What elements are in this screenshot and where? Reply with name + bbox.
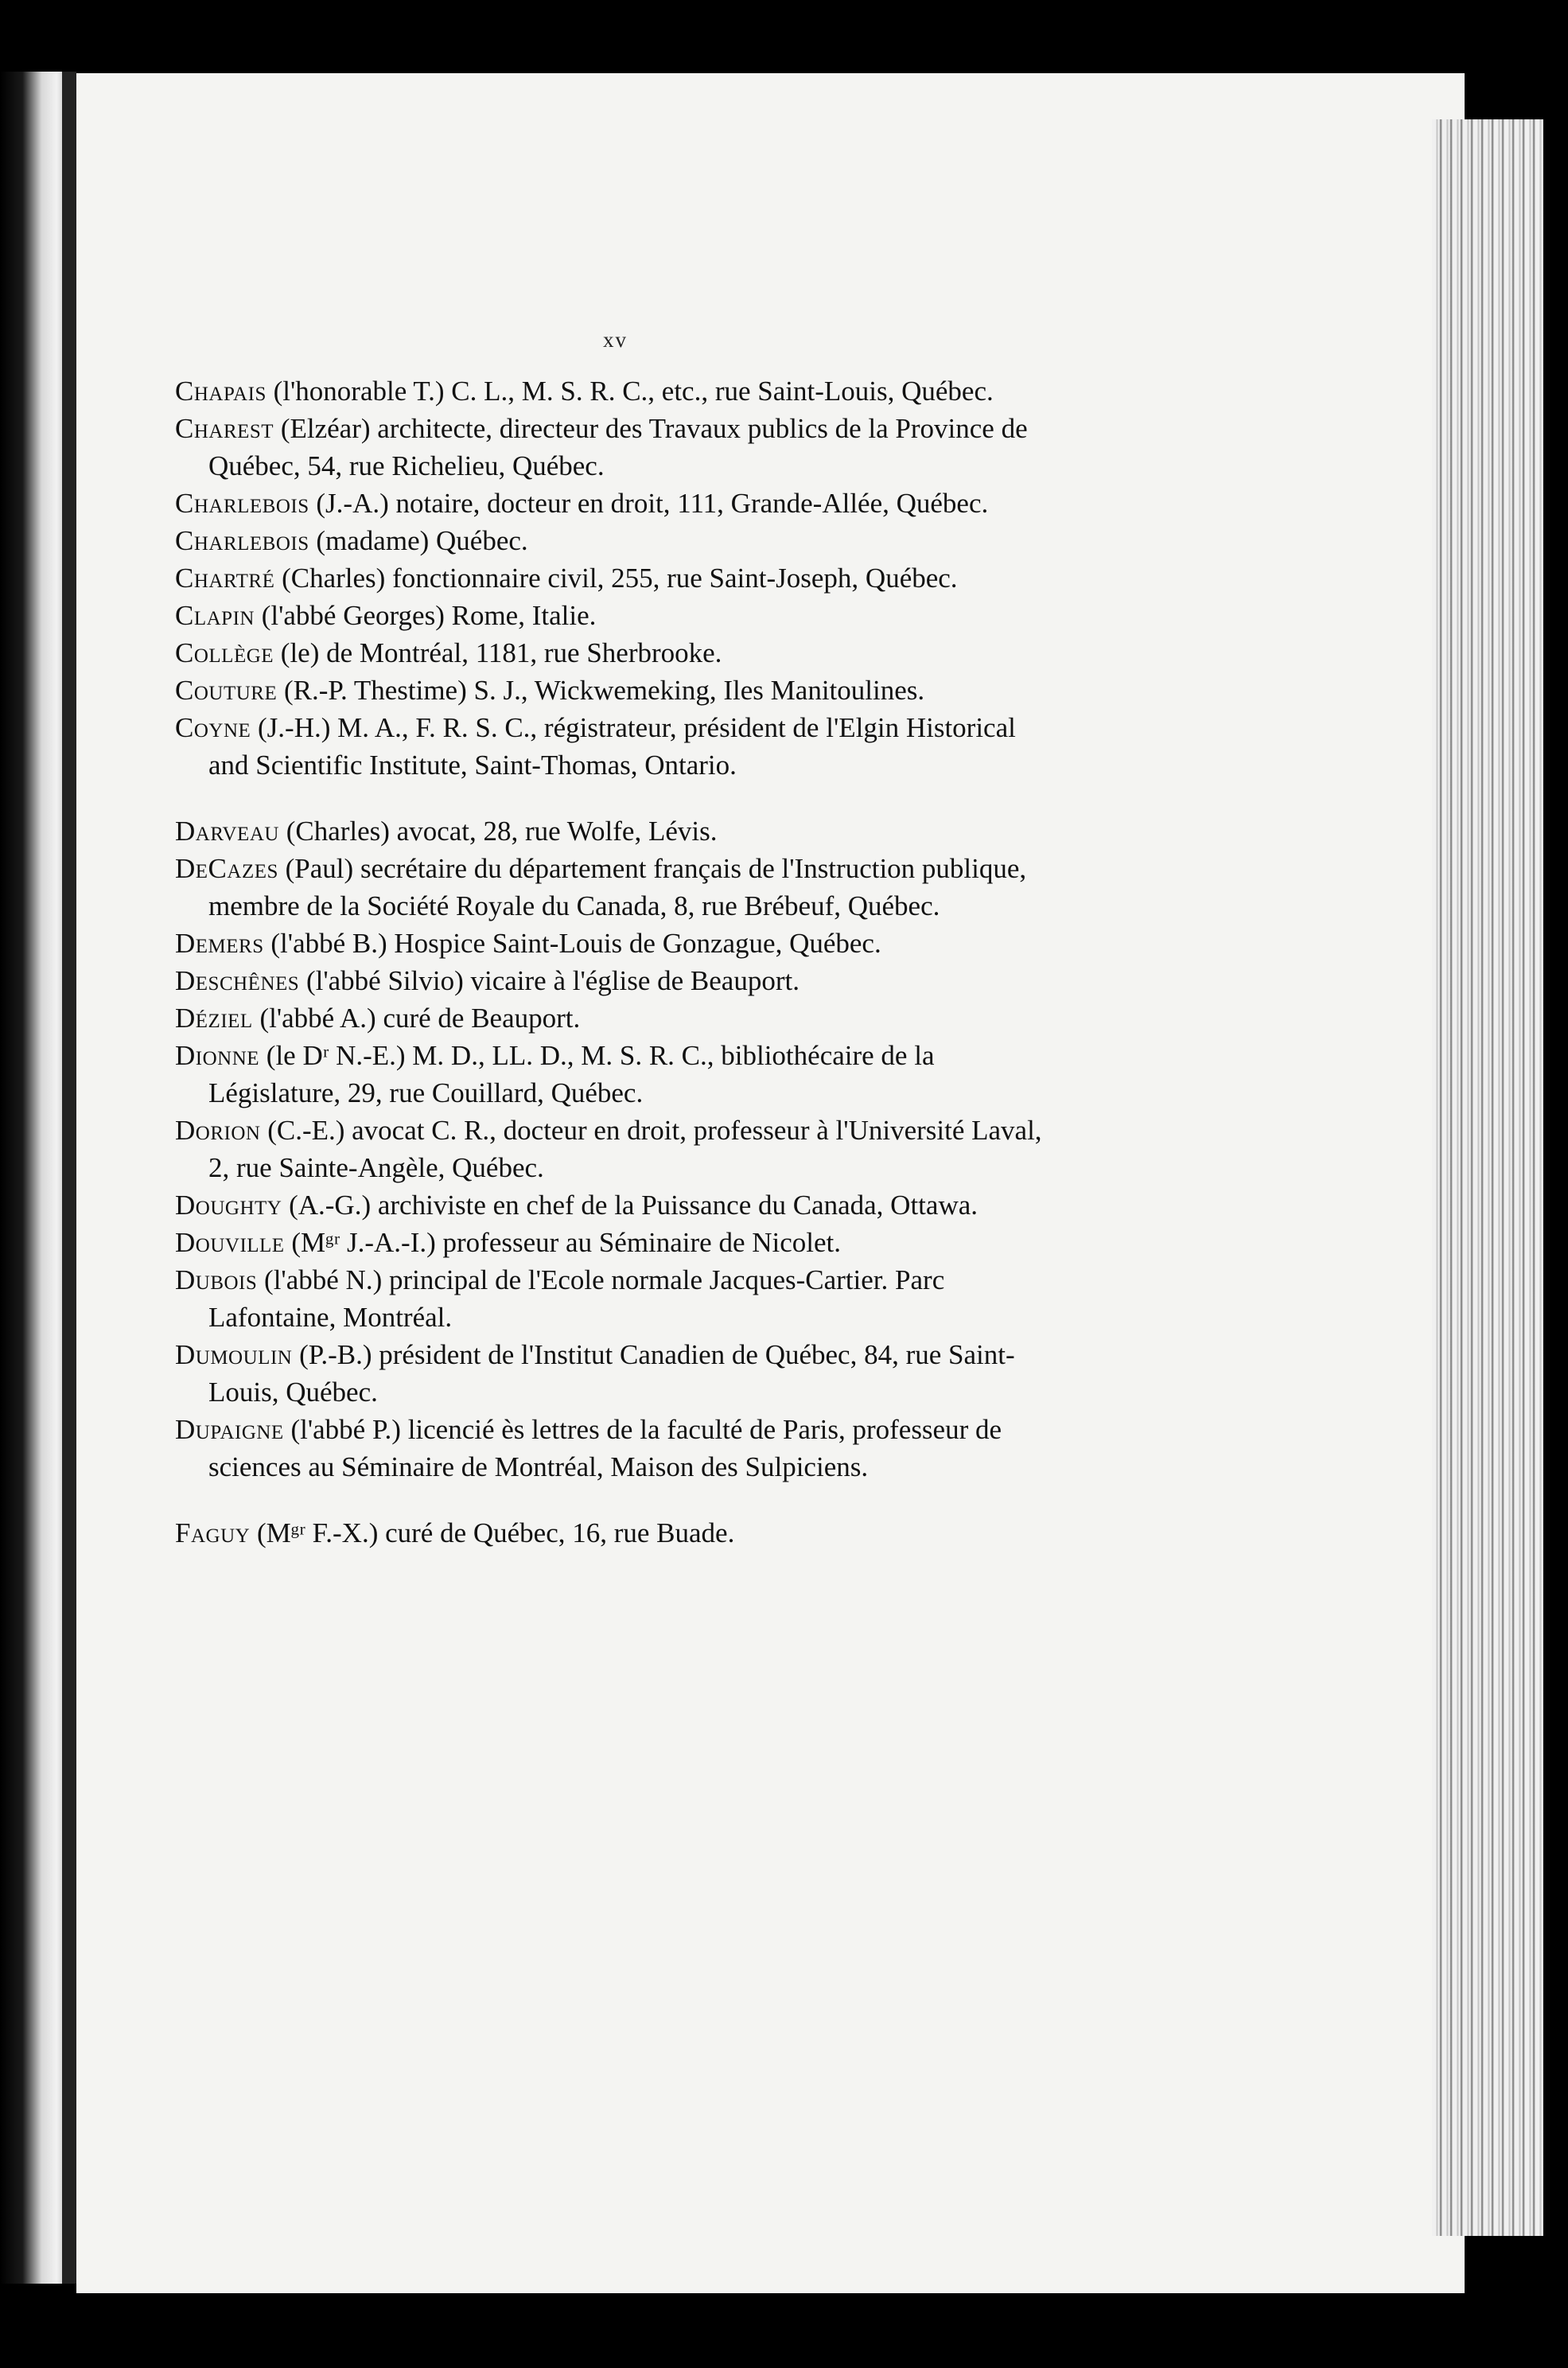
entry-name: Collège — [175, 637, 274, 668]
entry-details: (l'abbé N.) principal de l'Ecole normale Jacques-Cartier. Parc Lafontaine, Montréal. — [208, 1264, 945, 1333]
entry-name: Darveau — [175, 816, 279, 847]
entry-details: (l'abbé Georges) Rome, Italie. — [254, 600, 597, 631]
directory-entry — [175, 850, 1042, 925]
entry-details: (Elzéar) architecte, directeur des Travaux publics de la Province de Québec, 54, rue Richelieu, Québec. — [208, 413, 1028, 481]
binding-shadow — [62, 72, 76, 2284]
entry-details: (Mᵍʳ J.-A.-I.) professeur au Séminaire de Nicolet. — [284, 1227, 842, 1258]
entry-details: (madame) Québec. — [309, 525, 528, 556]
entry-name: Dubois — [175, 1264, 258, 1295]
entry-details: (le) de Montréal, 1181, rue Sherbrooke. — [274, 637, 722, 668]
entry-name: Deschênes — [175, 965, 300, 996]
entry-name: Douville — [175, 1227, 285, 1258]
directory-entry — [175, 1112, 1042, 1186]
directory-entry — [175, 1411, 1042, 1486]
entry-details: (l'abbé Silvio) vicaire à l'église de Beauport. — [299, 965, 800, 996]
right-shadow — [1543, 111, 1568, 2260]
entry-name: Demers — [175, 928, 264, 959]
directory-entry — [175, 1514, 1042, 1552]
entry-details: (P.-B.) président de l'Institut Canadien de Québec, 84, rue Saint-Louis, Québec. — [208, 1339, 1015, 1408]
entry-details: (l'abbé A.) curé de Beauport. — [252, 1003, 581, 1034]
directory-entry — [175, 1037, 1042, 1112]
directory-entry — [175, 925, 1042, 962]
entry-name: Faguy — [175, 1517, 251, 1548]
directory-entry — [175, 559, 1042, 597]
entry-details: (R.-P. Thestime) S. J., Wickwemeking, Iles Manitoulines. — [277, 675, 925, 706]
entry-name: Doughty — [175, 1190, 282, 1221]
entry-details: (Charles) fonctionnaire civil, 255, rue Saint-Joseph, Québec. — [274, 563, 958, 594]
directory-entry — [175, 372, 1042, 410]
entry-name: Dorion — [175, 1115, 261, 1146]
entry-name: Dionne — [175, 1040, 260, 1071]
entry-details: (Charles) avocat, 28, rue Wolfe, Lévis. — [278, 816, 718, 847]
entry-name: Charlebois — [175, 525, 309, 556]
directory-entry — [175, 999, 1042, 1037]
section-gap — [175, 1486, 1042, 1514]
directory-entry — [175, 410, 1042, 485]
directory-entry — [175, 634, 1042, 672]
entry-name: Charest — [175, 413, 274, 444]
entry-name: Couture — [175, 675, 278, 706]
section-gap — [175, 784, 1042, 812]
entry-name: Chapais — [175, 376, 267, 407]
directory-entry — [175, 962, 1042, 999]
entry-name: DeCazes — [175, 853, 278, 884]
directory-entry — [175, 597, 1042, 634]
entry-name: Chartré — [175, 563, 275, 594]
entry-details: (J.-A.) notaire, docteur en droit, 111, Grande-Allée, Québec. — [309, 488, 989, 519]
directory-list — [175, 372, 1042, 1552]
entry-name: Clapin — [175, 600, 255, 631]
entry-details: (C.-E.) avocat C. R., docteur en droit, professeur à l'Université Laval, 2, rue Sainte-Angèle, Québec. — [208, 1115, 1042, 1183]
entry-name: Coyne — [175, 712, 251, 743]
page-number: xv — [603, 328, 628, 352]
entry-details: (l'abbé P.) licencié ès lettres de la faculté de Paris, professeur de sciences au Séminaire de Montréal, Maison des Sulpiciens. — [208, 1414, 1002, 1482]
directory-entry — [175, 1261, 1042, 1336]
directory-entry — [175, 672, 1042, 709]
directory-entry — [175, 812, 1042, 850]
directory-entry — [175, 485, 1042, 522]
right-page-edges — [1432, 119, 1543, 2236]
entry-details: (J.-H.) M. A., F. R. S. C., régistrateur, président de l'Elgin Historical and Scientific Institute, Saint-Thomas, Ontario. — [208, 712, 1016, 781]
entry-name: Charlebois — [175, 488, 309, 519]
directory-entry — [175, 1186, 1042, 1224]
directory-entry — [175, 1336, 1042, 1411]
entry-details: (Paul) secrétaire du département français de l'Instruction publique, membre de la Société Royale du Canada, 8, rue Brébeuf, Québec. — [208, 853, 1027, 921]
entry-details: (l'honorable T.) C. L., M. S. R. C., etc., rue Saint-Louis, Québec. — [266, 376, 994, 407]
directory-entry — [175, 522, 1042, 559]
entry-name: Dupaigne — [175, 1414, 284, 1445]
directory-entry — [175, 709, 1042, 784]
entry-name: Déziel — [175, 1003, 253, 1034]
entry-name: Dumoulin — [175, 1339, 293, 1370]
entry-details: (Mᵍʳ F.-X.) curé de Québec, 16, rue Buade. — [250, 1517, 735, 1548]
entry-details: (l'abbé B.) Hospice Saint-Louis de Gonzague, Québec. — [263, 928, 881, 959]
directory-entry — [175, 1224, 1042, 1261]
entry-details: (le Dʳ N.-E.) M. D., LL. D., M. S. R. C., bibliothécaire de la Législature, 29, rue Couillard, Québec. — [208, 1040, 935, 1108]
entry-details: (A.-G.) archiviste en chef de la Puissance du Canada, Ottawa. — [282, 1190, 979, 1221]
